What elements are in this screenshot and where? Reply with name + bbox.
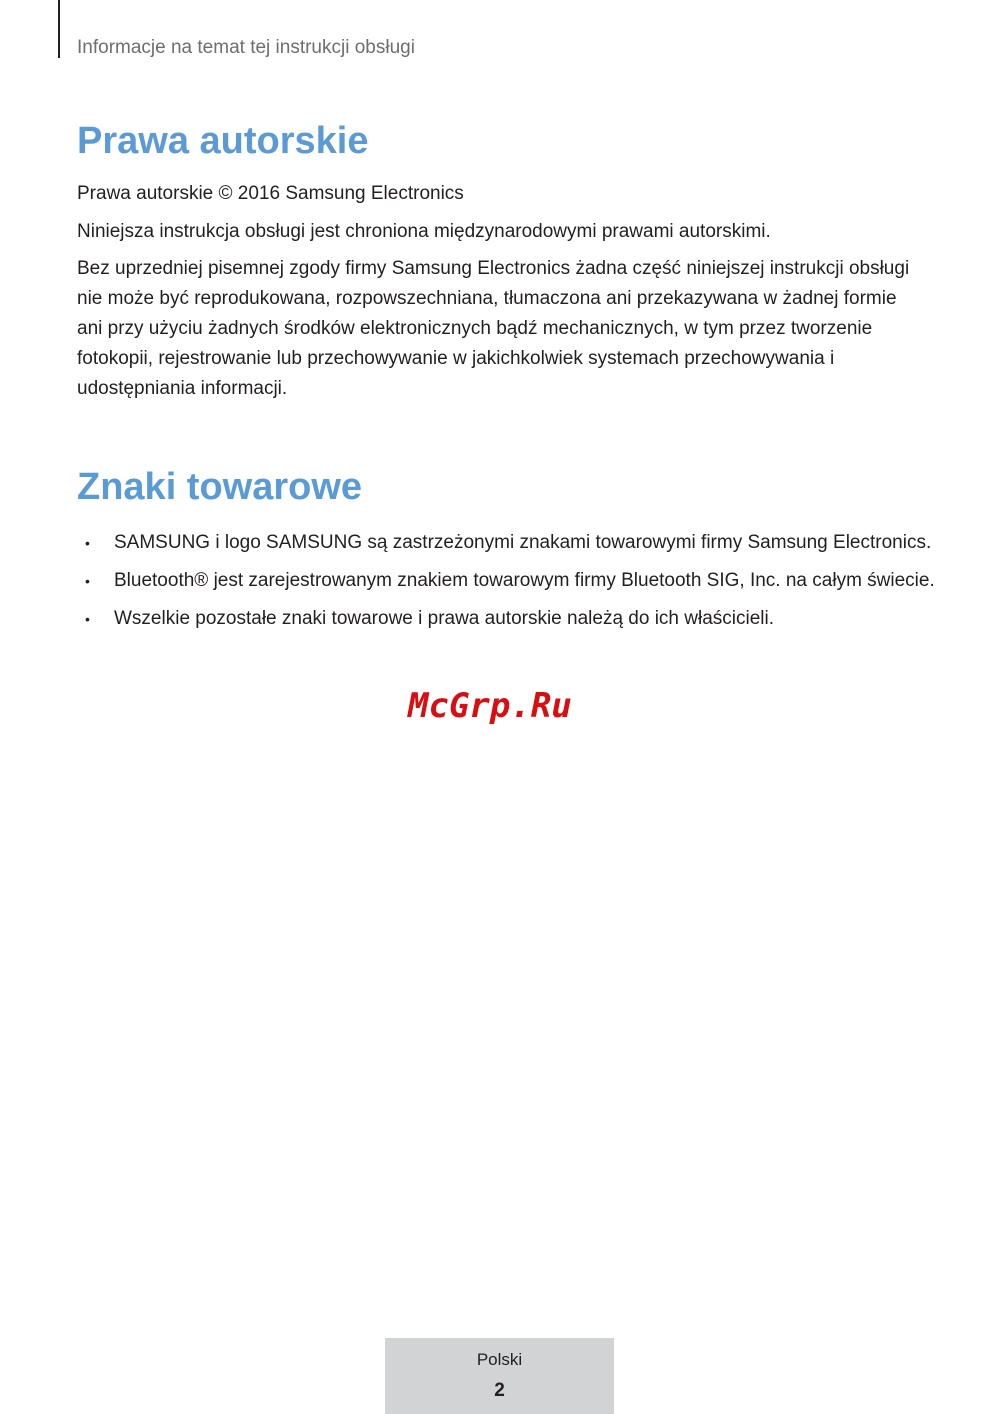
section-title-trademarks: Znaki towarowe [77,466,363,508]
bullet-icon: • [85,573,90,589]
list-item [85,528,935,558]
list-item-text: Wszelkie pozostałe znaki towarowe i prawa autorskie należą do ich właścicieli. [114,608,775,629]
watermark: McGrp.Ru [408,686,572,726]
trademark-list [85,528,935,642]
footer-language: Polski [476,1350,523,1369]
list-item-text: SAMSUNG i logo SAMSUNG są zastrzeżonymi znakami towarowymi firmy Samsung Electronics. [114,532,932,553]
page-number: 2 [494,1380,505,1401]
list-item [85,604,935,634]
running-header: Informacje na temat tej instrukcji obsługi [77,37,415,58]
list-item [85,566,935,596]
page-footer [385,1338,614,1414]
copyright-protection-text: Niniejsza instrukcja obsługi jest chroniona międzynarodowymi prawami autorskimi. [77,221,771,242]
header-rule [58,0,60,58]
copyright-notice: Prawa autorskie © 2016 Samsung Electronics [77,183,464,204]
section-title-copyright: Prawa autorskie [77,120,369,162]
list-item-text: Bluetooth® jest zarejestrowanym znakiem towarowym firmy Bluetooth SIG, Inc. na całym świecie. [114,570,935,591]
bullet-icon: • [85,535,90,551]
copyright-restriction-text: Bez uprzedniej pisemnej zgody firmy Samsung Electronics żadna część niniejszej instrukcji obsługi nie może być reprodukowana, rozpowszechniana, tłumaczona ani przekazywana w żadnej formie ani przy użyciu żadnych środków elektronicznych bądź mechanicznych, w tym przez tworzenie fotokopii, rejestrowanie lub przechowywanie w jakichkolwiek systemach przechowywania i udostępniania informacji. [77,258,910,399]
bullet-icon: • [85,611,90,627]
